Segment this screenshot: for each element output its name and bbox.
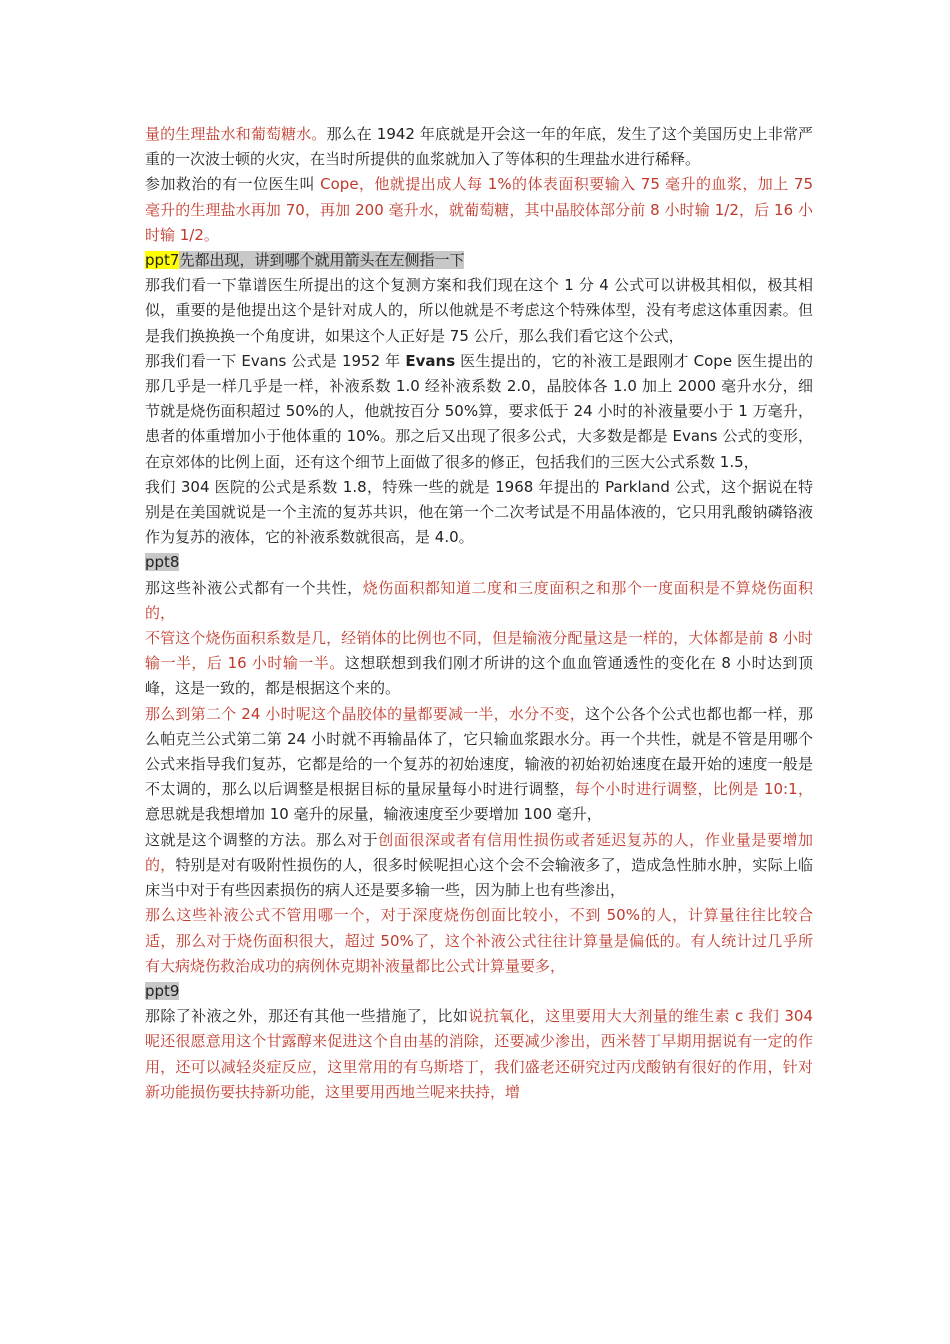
bold-text: Evans [405,351,456,370]
highlighted-text: 量的生理盐水和葡萄糖水。 [145,125,327,143]
highlighted-text: Cope，他就提出成人每 1%的体表面积要输入 75 毫升的血浆，加上 75 毫升的生理盐水再加 70，再加 200 毫升水，就葡萄糖，其中晶胶体部分前 8 小时输 1/2，后 16 小时输 1/2。 [145,175,813,244]
slide-marker: ppt7 [145,251,180,270]
text-run: 特别是对有吸附性损伤的人，很多时候呢担心这个会不会输液多了，造成急性肺水肿，实际上临床当中对于有些因素损伤的病人还是要多输一些，因为肺上也有些渗出， [145,855,813,900]
text-run: 那么在 1942 年底就是开会这一年的年底，发生了这个美国历史上非常严重的一次波士顿的火灾，在当时所提供的血浆就加入了等体积的生理盐水进行稀释。 [145,125,813,169]
highlighted-text: 烧伤面积都知道二度和三度面积之和那个一度面积是不算烧伤面积的， [145,578,813,622]
paragraph [145,349,813,475]
highlighted-text: 创面很深或者有信用性损伤或者延迟复苏的人，作业量是要增加的， [145,830,813,874]
slide-marker: 先都出现，讲到哪个就用箭头在左侧指一下 [179,251,465,270]
text-run: 那我们看一下 Evans 公式是 1952 年 [145,351,406,370]
paragraph [145,550,813,575]
slide-marker: ppt8 [145,553,180,572]
slide-marker: ppt9 [145,981,180,1000]
text-run: 那除了补液之外，那还有其他一些措施了，比如 [145,1007,469,1026]
paragraph [145,273,813,349]
paragraph [145,172,813,248]
paragraph [145,979,813,1004]
text-run: 这想联想到我们刚才所讲的这个血血管通透性的变化在 8 小时达到顶峰，这是一致的，都是根据这个来的。 [145,654,813,698]
paragraph [145,576,813,626]
highlighted-text: 那么这些补液公式不管用哪一个，对于深度烧伤创面比较小，不到 50%的人，计算量往往比较合适，那么对于烧伤面积很大，超过 50%了，这个补液公式往往计算量是偏低的。有人统计过几乎所有大病烧伤救治成功的病例休克期补液量都比公式计算量要多， [145,906,813,975]
paragraph [145,702,813,828]
text-run: 医生提出的，它的补液工是跟刚才 Cope 医生提出的那几乎是一样几乎是一样，补液系数 1.0 经补液系数 2.0，晶胶体各 1.0 加上 2000 毫升水分，细节就是烧伤面积超过 50%的人，他就按百分 50%算，要求低于 24 小时的补液量要小于 1 万毫升，患者的体重增加小于他体重的 10%。那之后又出现了很多公式，大多数是都是 Evans 公式的变形，在京郊体的比例上面，还有这个细节上面做了很多的修正，包括我们的三医大公式系数 1.5， [145,351,813,471]
highlighted-text: 每个小时进行调整，比例是 10:1， [574,780,813,799]
paragraph [145,1004,813,1105]
paragraph [145,248,813,273]
text-run: 我们 304 医院的公式是系数 1.8，特殊一些的就是 1968 年提出的 Parkland 公式，这个据说在特别是在美国就说是一个主流的复苏共识，他在第一个二次考试是不用晶体液的，它只用乳酸钠磷铬液作为复苏的液体，它的补液系数就很高，是 4.0。 [145,477,813,547]
paragraph [145,475,813,551]
text-run: 意思就是我想增加 10 毫升的尿量，输液速度至少要增加 100 毫升， [145,805,602,824]
document-body [145,122,813,1105]
paragraph [145,626,813,702]
text-run: 参加救治的有一位医生叫 [145,175,321,194]
highlighted-text: 不管这个烧伤面积系数是几，经销体的比例也不同，但是输液分配量这是一样的，大体都是前 8 小时输一半，后 16 小时输一半。 [145,629,813,673]
paragraph [145,122,813,172]
highlighted-text: 那么到第二个 24 小时呢这个晶胶体的量都要减一半，水分不变， [145,704,585,723]
paragraph [145,903,813,979]
text-run: 那这些补液公式都有一个共性， [145,578,363,597]
paragraph [145,828,813,904]
text-run: 这个公各个公式也都也都一样，那么帕克兰公式第二第 24 小时就不再输晶体了，它只输血浆跟水分。再一个共性，就是不管是用哪个公式来指导我们复苏，它都是给的一个复苏的初始速度，输液的初始初始速度在最开始的速度一般是不太调的，那么以后调整是根据目标的量尿量每小时进行调整， [145,704,813,799]
highlighted-text: 说抗氧化，这里要用大大剂量的维生素 c 我们 304 呢还很愿意用这个甘露醇来促进这个自由基的消除，还要减少渗出，西米替丁早期用据说有一定的作用，还可以减轻炎症反应，这里常用的有乌斯塔丁，我们盛老还研究过丙戊酸钠有很好的作用，针对新功能损伤要扶持新功能，这里要用西地兰呢来扶持，增 [145,1007,813,1101]
text-run: 这就是这个调整的方法。那么对于 [145,830,379,849]
text-run: 那我们看一下靠谱医生所提出的这个复测方案和我们现在这个 1 分 4 公式可以讲极其相似，极其相似，重要的是他提出这个是针对成人的，所以他就是不考虑这个特殊体型，没有考虑这体重因素。但是我们换换换一个角度讲，如果这个人正好是 75 公斤，那么我们看它这个公式， [145,276,813,345]
